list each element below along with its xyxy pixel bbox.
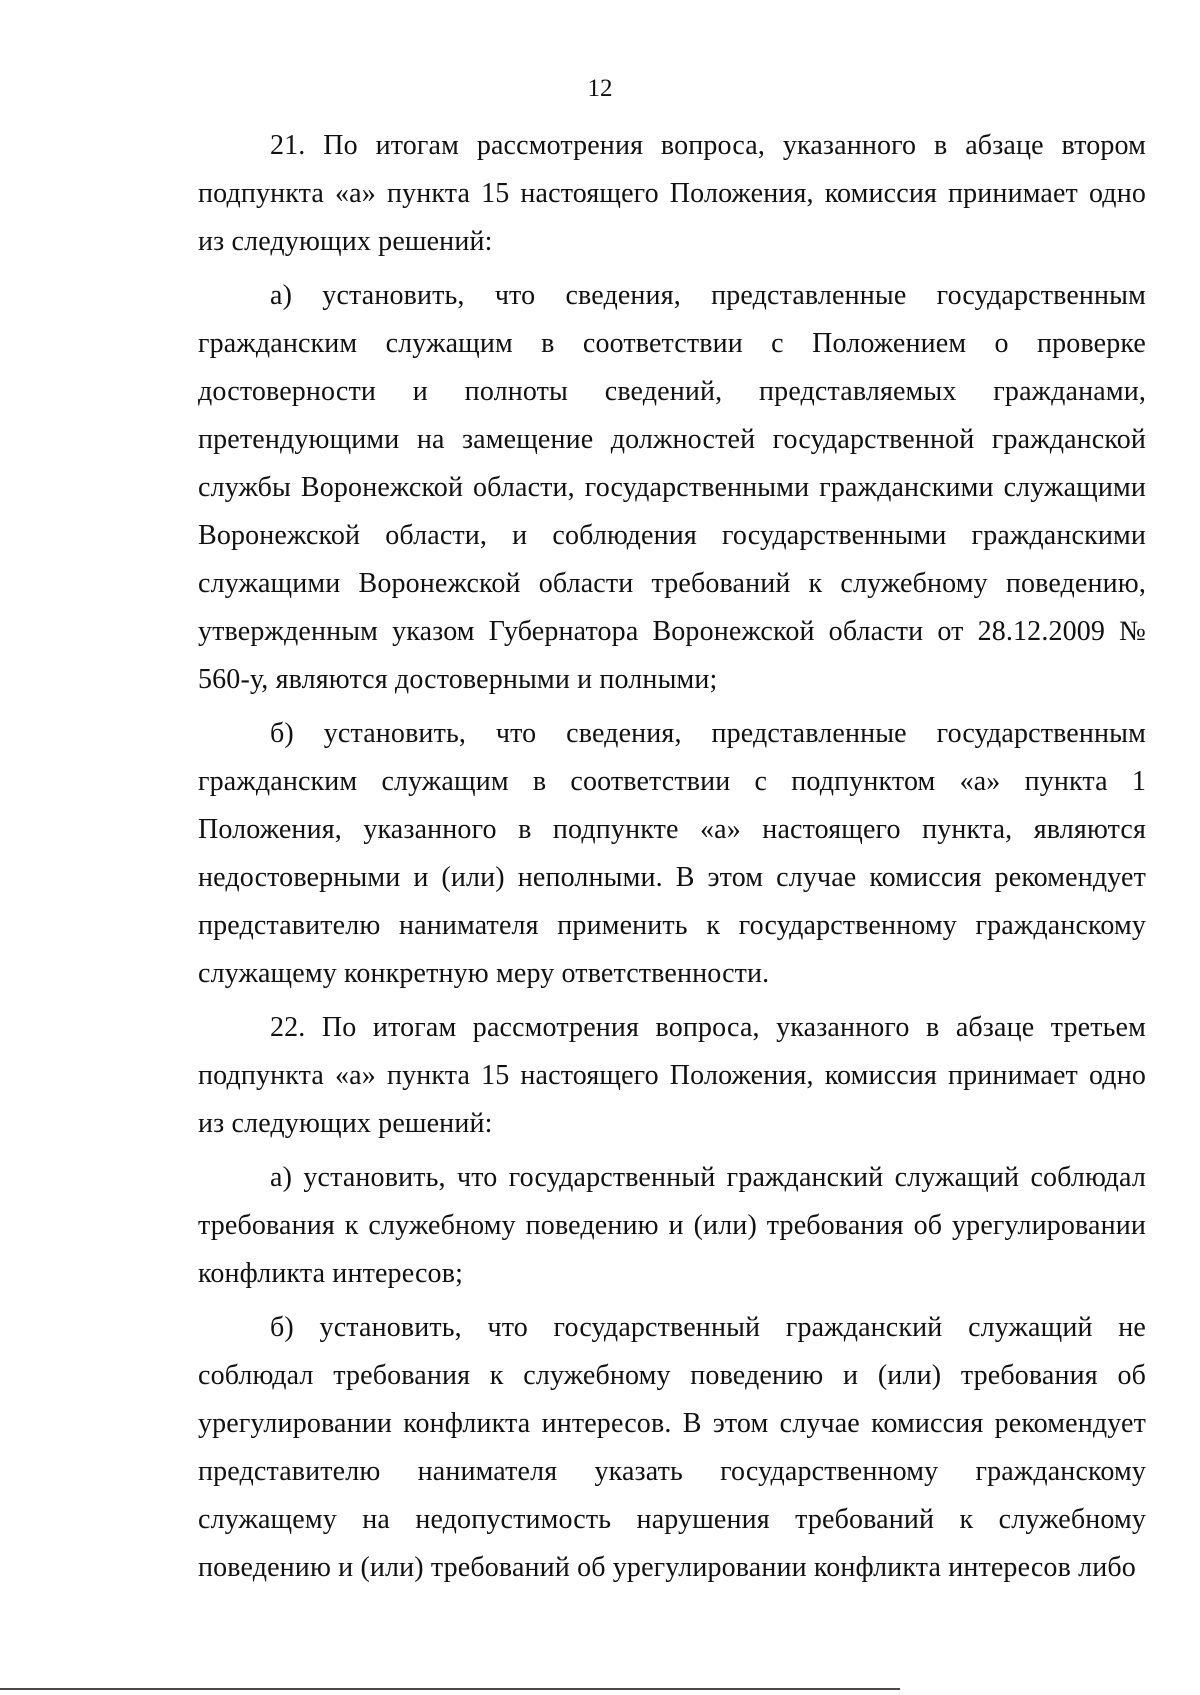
paragraph-22-b: б) установить, что государственный гражданский служащий не соблюдал требования к служебному поведению и (или) требования об урегулировании конфликта интересов. В этом случае комиссия рекомендует представителю нанимателя указать государственному гражданскому служащему на недопустимость нарушения требований к служебному поведению и (или) требований об урегулировании конфликта интересов либо	[198, 1312, 1146, 1583]
scan-bottom-edge	[0, 1688, 900, 1690]
document-body	[198, 122, 1146, 1592]
paragraph-21-b: б) установить, что сведения, представленные государственным гражданским служащим в соответствии с подпунктом «а» пункта 1 Положения, указанного в подпункте «а» настоящего пункта, являются недостоверными и (или) неполными. В этом случае комиссия рекомендует представителю нанимателя применить к государственному гражданскому служащему конкретную меру ответственности.	[198, 718, 1146, 989]
paragraph-21: 21. По итогам рассмотрения вопроса, указанного в абзаце втором подпункта «а» пункта 15 настоящего Положения, комиссия принимает одно из следующих решений:	[198, 130, 1146, 257]
paragraph-22-a: а) установить, что государственный гражданский служащий соблюдал требования к служебному поведению и (или) требования об урегулировании конфликта интересов;	[198, 1162, 1146, 1289]
page-number: 12	[587, 75, 613, 102]
paragraph-22: 22. По итогам рассмотрения вопроса, указанного в абзаце третьем подпункта «а» пункта 15 настоящего Положения, комиссия принимает одно из следующих решений:	[198, 1012, 1146, 1139]
paragraph-21-a: а) установить, что сведения, представленные государственным гражданским служащим в соответствии с Положением о проверке достоверности и полноты сведений, представляемых гражданами, претендующими на замещение должностей государственной гражданской службы Воронежской области, государственными гражданскими служащими Воронежской области, и соблюдения государственными гражданскими служащими Воронежской области требований к служебному поведению, утвержденным указом Губернатора Воронежской области от 28.12.2009 № 560-у, являются достоверными и полными;	[198, 280, 1146, 695]
